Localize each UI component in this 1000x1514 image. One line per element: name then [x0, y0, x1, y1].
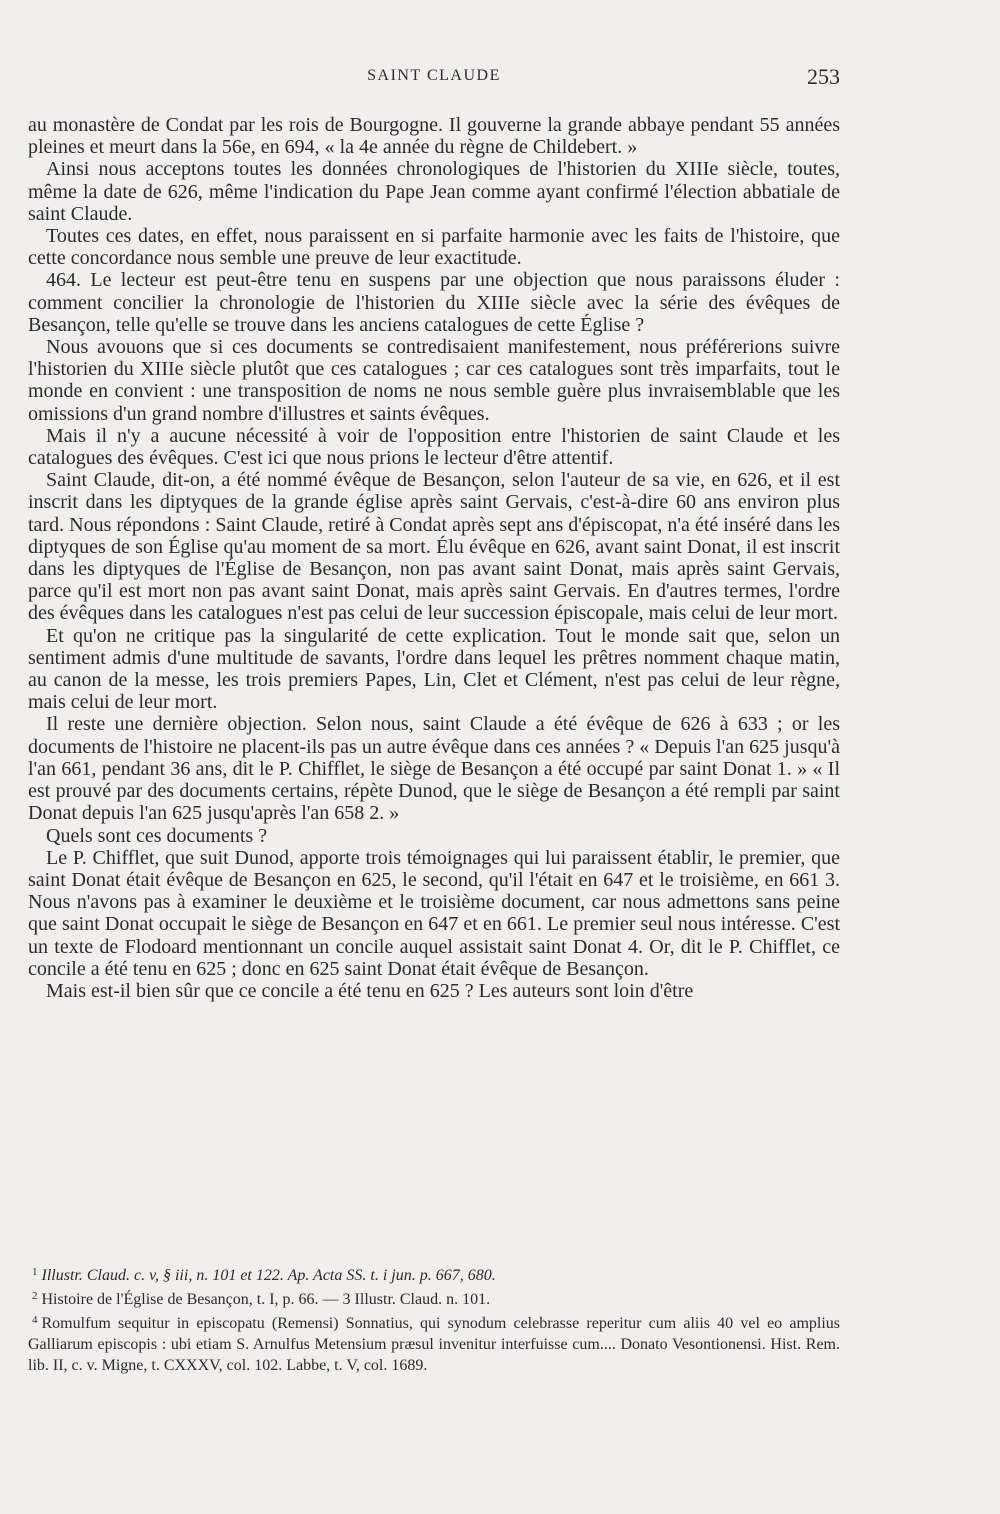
paragraph: Mais est-il bien sûr que ce concile a été tenu en 625 ? Les auteurs sont loin d'être — [46, 979, 694, 1002]
footnotes — [28, 1262, 840, 1376]
paragraph: Nous avouons que si ces documents se contredisaient manifestement, nous préférerions suivre l'historien du XIIIe siècle plutôt que ces catalogues ; car ces catalogues sont très imparfaits, tout le monde en convient : une transposition de noms ne nous semble guère plus invraisemblable que les omissions d'un grand nombre d'illustres et saints évêques. — [28, 336, 840, 425]
paragraph: Saint Claude, dit-on, a été nommé évêque de Besançon, selon l'auteur de sa vie, en 626, et il est inscrit dans les diptyques de la grande église après saint Gervais, c'est-à-dire 60 ans environ plus tard. Nous répondons : Saint Claude, retiré à Condat après sept ans d'épiscopat, n'a été inséré dans les diptyques de son Église qu'au moment de sa mort. Élu évêque en 626, avant saint Donat, il est inscrit dans les diptyques de l'Église de Besançon, non pas avant saint Donat, mais après saint Gervais, parce qu'il est mort non pas avant saint Donat, mais après saint Gervais. En d'autres termes, l'ordre des évêques dans les catalogues n'est pas celui de leur succession épiscopale, mais celui de leur mort. — [28, 469, 840, 625]
footnote-text: Romulfum sequitur in episcopatu (Remensi) Sonnatius, qui synodum celebrasse reperitur cum aliis 40 vel eo amplius Galliarum episcopis : ubi etiam S. Arnulfus Metensium præsul invenitur interfuisse cum.... Donato Vesontionensi. Hist. Rem. lib. II, c. v. Migne, t. CXXXV, col. 102. Labbe, t. V, col. 1689. — [28, 1315, 840, 1374]
paragraph: Ainsi nous acceptons toutes les données chronologiques de l'historien du XIIIe siècle, toutes, même la date de 626, même l'indication du Pape Jean comme ayant confirmé l'élection abbatiale de saint Claude. — [28, 158, 840, 225]
footnote-text: Illustr. Claud. c. v, § iii, n. 101 et 122. Ap. Acta SS. t. i jun. p. 667, 680. — [41, 1267, 496, 1284]
paragraph: Quels sont ces documents ? — [46, 824, 268, 847]
paragraph-464: 464. Le lecteur est peut-être tenu en suspens par une objection que nous paraissons éluder : comment concilier la chronologie de l'historien du XIIIe siècle avec la série des évêques de Besançon, telle qu'elle se trouve dans les anciens catalogues de cette Église ? — [28, 269, 840, 336]
paragraph: Et qu'on ne critique pas la singularité de cette explication. Tout le monde sait que, selon un sentiment admis d'une multitude de savants, l'ordre dans lequel les prêtres nomment chaque matin, au canon de la messe, les trois premiers Papes, Lin, Clet et Clément, n'est pas celui de leur règne, mais celui de leur mort. — [28, 624, 840, 714]
body-text — [28, 114, 840, 1002]
paragraph: Le P. Chifflet, que suit Dunod, apporte trois témoignages qui lui paraissent établir, le premier, que saint Donat était évêque de Besançon en 625, le second, qu'il l'était en 647 et le troisième, en 661 3. Nous n'avons pas à examiner le deuxième et le troisième document, car nous admettons sans peine que saint Donat occupait le siège de Besançon en 647 et en 661. Le premier seul nous intéresse. C'est un texte de Flodoard mentionnant un concile auquel assistait saint Donat 4. Or, dit le P. Chifflet, ce concile a été tenu en 625 ; donc en 625 saint Donat était évêque de Besançon. — [28, 846, 840, 980]
paragraph: Il reste une dernière objection. Selon nous, saint Claude a été évêque de 626 à 633 ; or les documents de l'histoire ne placent-ils pas un autre évêque dans ces années ? « Depuis l'an 625 jusqu'à l'an 661, pendant 36 ans, dit le P. Chifflet, le siège de Besançon a été occupé par saint Donat 1. » « Il est prouvé par des documents certains, répète Dunod, que le siège de Besançon a été rempli par saint Donat depuis l'an 625 jusqu'après l'an 658 2. » — [28, 713, 840, 825]
page-number: 253 — [807, 64, 840, 89]
footnote-number: 2 — [32, 1290, 38, 1302]
running-title: SAINT CLAUDE — [367, 67, 501, 84]
paragraph: Mais il n'y a aucune nécessité à voir de l'opposition entre l'historien de saint Claude et les catalogues des évêques. C'est ici que nous prions le lecteur d'être attentif. — [28, 424, 840, 470]
paragraph: Toutes ces dates, en effet, nous paraissent en si parfaite harmonie avec les faits de l'histoire, que cette concordance nous semble une preuve de leur exactitude. — [28, 225, 840, 270]
footnote-number: 4 — [32, 1314, 38, 1326]
footnote-number: 1 — [32, 1266, 38, 1278]
footnote-1 — [28, 1262, 840, 1286]
running-head — [28, 64, 840, 88]
footnote-4 — [28, 1310, 840, 1376]
footnote-text: Histoire de l'Église de Besançon, t. I, p. 66. — 3 Illustr. Claud. n. 101. — [41, 1291, 491, 1308]
paragraph: au monastère de Condat par les rois de Bourgogne. Il gouverne la grande abbaye pendant 55 années pleines et meurt dans la 56e, en 694, « la 4e année du règne de Childebert. » — [28, 114, 840, 159]
footnote-2 — [28, 1286, 840, 1310]
